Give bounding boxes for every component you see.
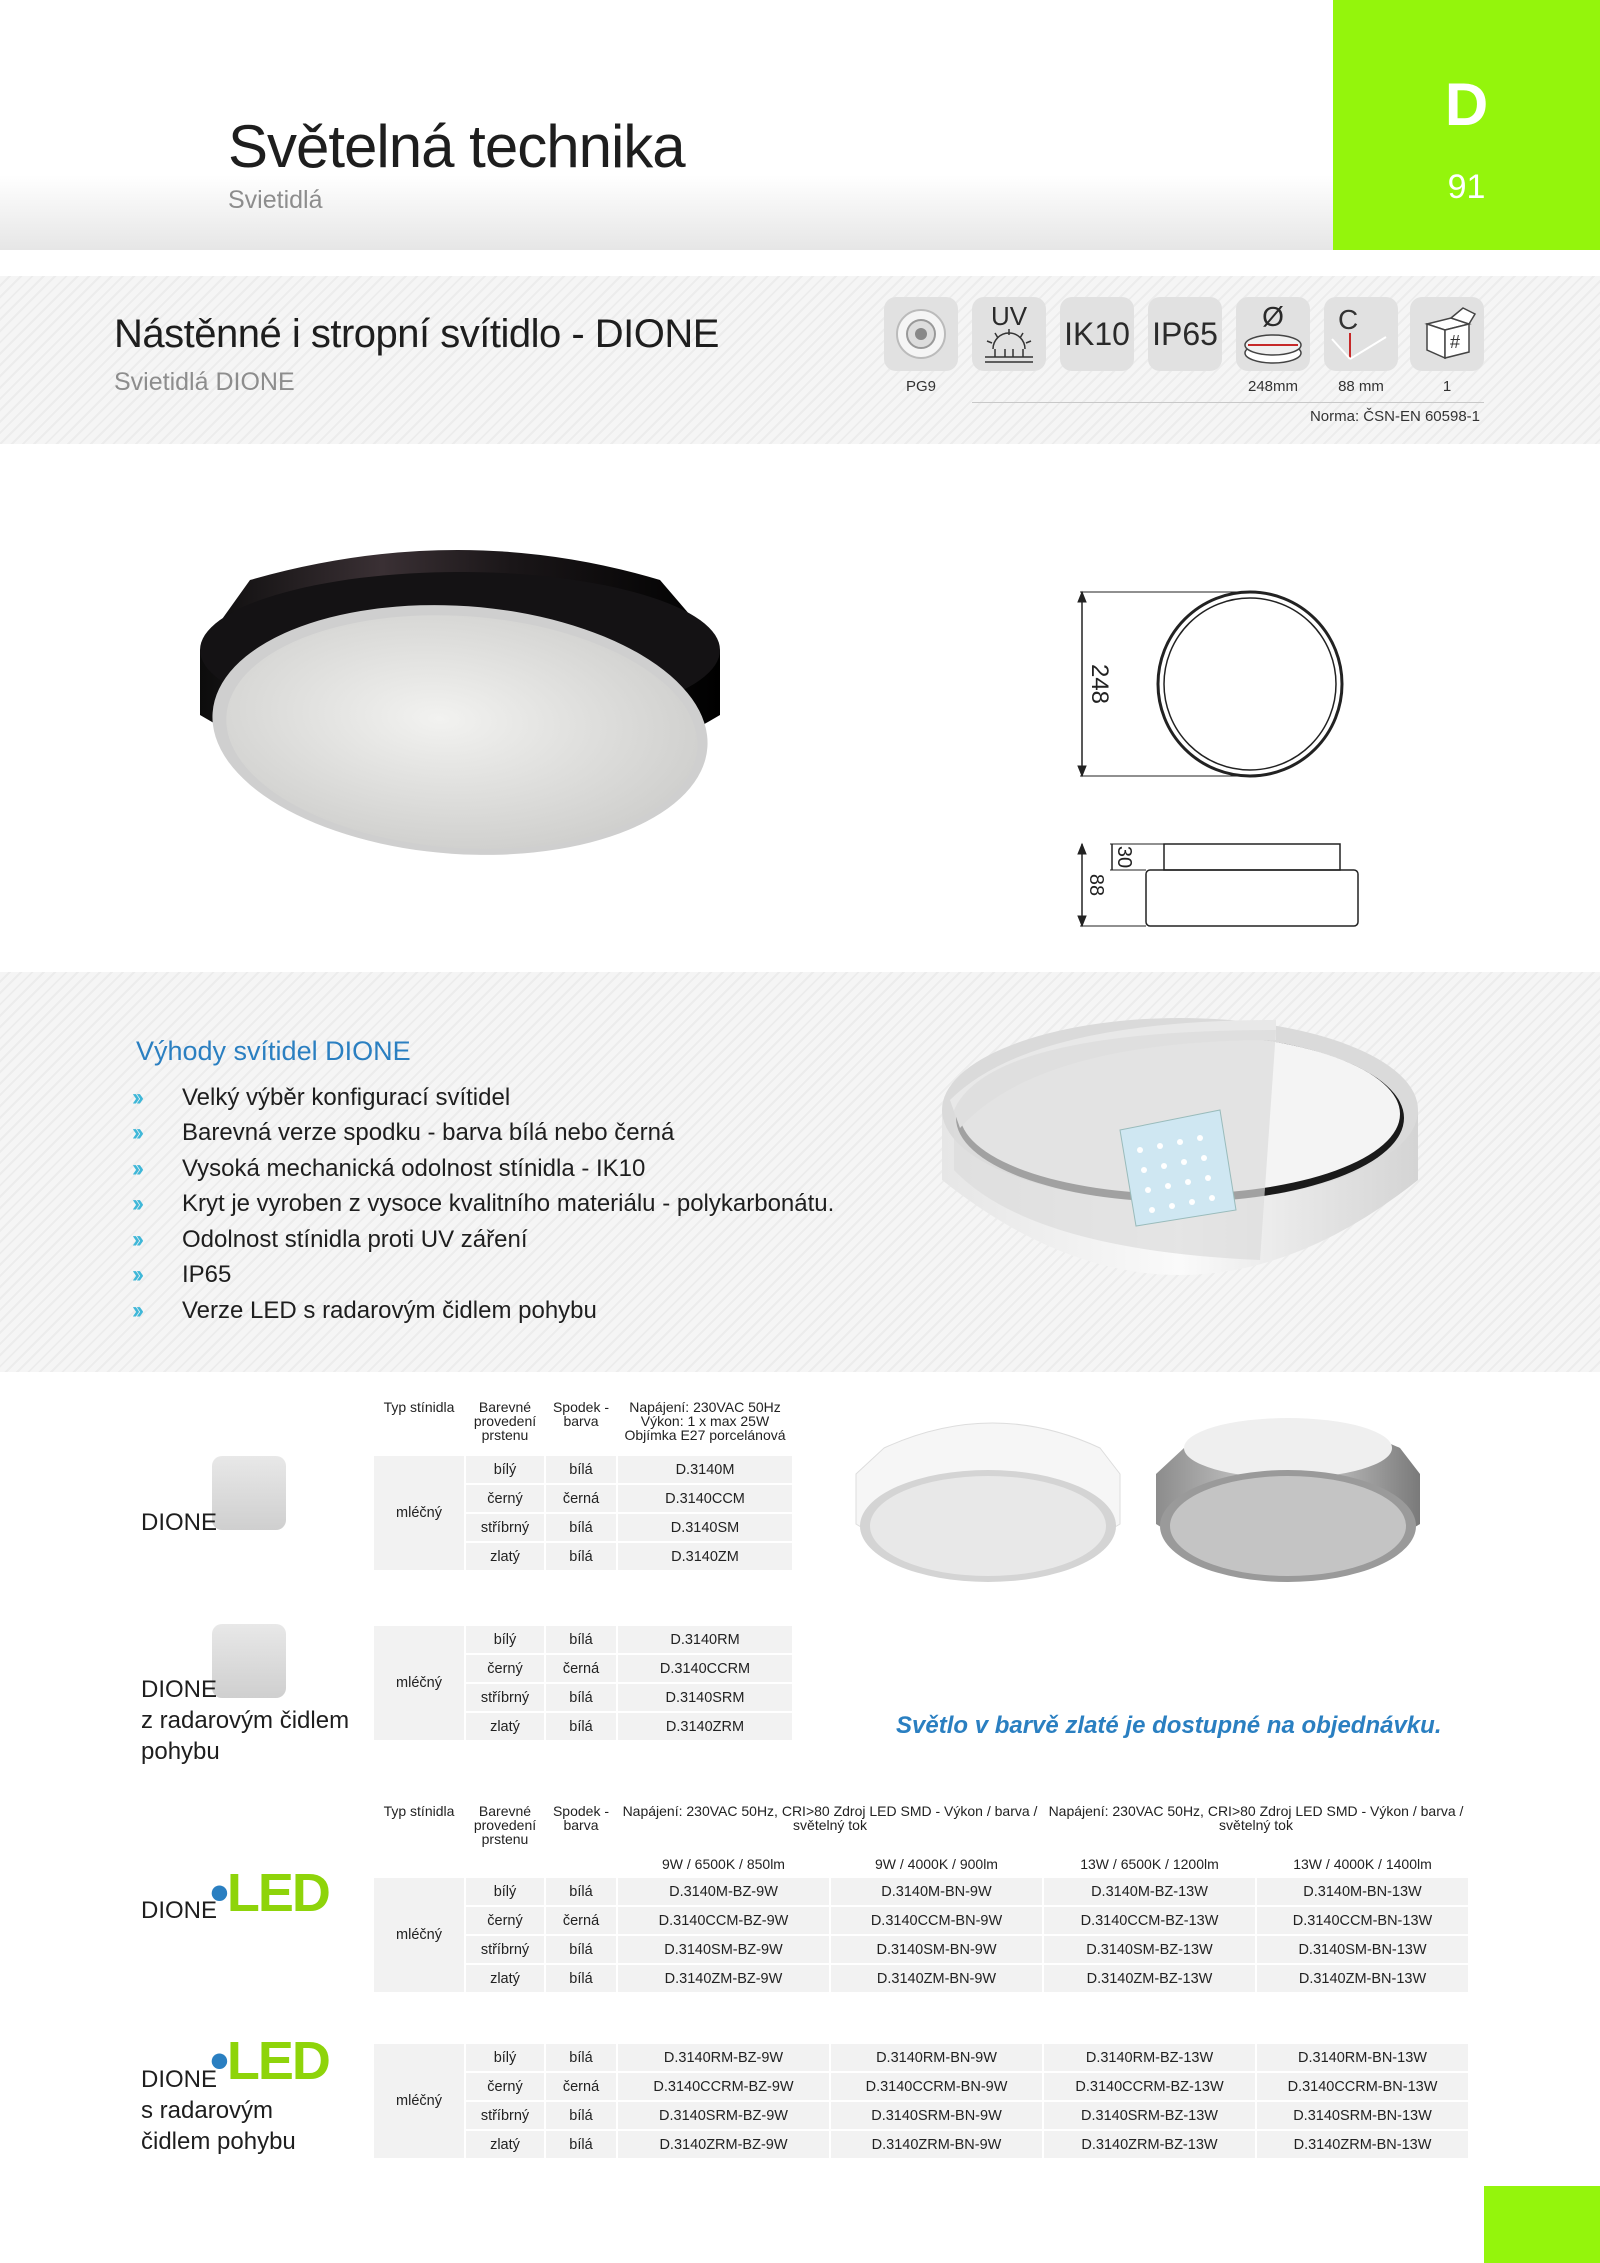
table-dione-led: Typ stínidla Barevné provedení prstenu Spodek - barva Napájení: 230VAC 50Hz, CRI>80 Zdroj LED SMD - Výkon / barva / světelný tok Napájení: 230VAC 50Hz, CRI>80 Zdroj LED SMD - Výkon / barva / světelný tok 9W / 6500K / 850lm 9W / 4000K / 900lm 13W / 6500K / 1200lm 13W / 4000K / 1400lm mléčný bílý bílá D.3140M-BZ-9W D.3140M-BN-9W D.3140M-BZ-13W D.3140M-BN-13W černý černá D.3140CCM-BZ-9W D.3140CCM-BN-9W D.3140CCM-BZ-13W D.3140CCM-BN-13W stříbrný bílá D.3140SM-BZ-9W D.3140SM-BN-9W D.3140SM-BZ-13W D.3140SM-BN-13W zlatý bílá D.3140ZM-BZ-9W D.3140ZM-BN-9W D.3140ZM-BZ-13W D.3140ZM-BN-13W	[372, 1800, 1470, 1994]
list-item: ›› Kryt je vyroben z vysoce kvalitního materiálu - polykarbonátu.	[132, 1190, 835, 1218]
list-item: ›› IP65	[132, 1261, 232, 1289]
led-logo: •LED	[210, 2031, 329, 2091]
product-title: Nástěnné i stropní svítidlo - DIONE	[114, 312, 719, 356]
ip65-icon: IP65	[1148, 297, 1222, 371]
chevron-icon: ››	[132, 1190, 140, 1218]
page-number: 91	[1447, 168, 1486, 206]
table-row: zlatý bílá D.3140ZRM	[374, 1713, 792, 1740]
uv-resistant-icon: UV	[972, 297, 1046, 371]
svg-text:248: 248	[1086, 663, 1113, 705]
product-photo-black	[160, 540, 760, 900]
table-row: stříbrný bílá D.3140SM-BZ-9W D.3140SM-BN-9W D.3140SM-BZ-13W D.3140SM-BN-13W	[374, 1936, 1468, 1963]
diameter-label: 248mm	[1247, 378, 1299, 395]
svg-text:C: C	[1338, 304, 1359, 335]
group-name-dione: DIONE	[141, 1509, 218, 1536]
svg-text:88: 88	[1085, 873, 1107, 897]
product-photo-variants	[848, 1408, 1448, 1588]
table-row: stříbrný bílá D.3140SRM	[374, 1684, 792, 1711]
e27-bulb-icon	[212, 1456, 286, 1530]
page-subtitle: Svietidlá	[228, 186, 323, 214]
chevron-icon: ››	[132, 1154, 140, 1182]
table-dione-e27: Typ stínidla Barevné provedení prstenu Spodek - barva Napájení: 230VAC 50Hz Výkon: 1 x max 25W Objímka E27 porcelánová mléčný bílý bílá D.3140M černý černá D.3140CCM stříbrný bílá D.3140SM zlatý bílá D.3140ZM	[372, 1396, 794, 1572]
table-row: černý černá D.3140CCRM	[374, 1655, 792, 1682]
table-row: černý černá D.3140CCM-BZ-9W D.3140CCM-BN-9W D.3140CCM-BZ-13W D.3140CCM-BN-13W	[374, 1907, 1468, 1934]
gold-availability-note: Světlo v barvě zlaté je dostupné na objednávku.	[896, 1712, 1442, 1739]
page-title: Světelná technika	[228, 113, 685, 180]
table-row: černý černá D.3140CCRM-BZ-9W D.3140CCRM-BN-9W D.3140CCRM-BZ-13W D.3140CCRM-BN-13W	[374, 2073, 1468, 2100]
table-dione-led-radar	[372, 2042, 1470, 2160]
table-dione-radar	[372, 1624, 794, 1742]
led-logo: •LED	[210, 1863, 329, 1923]
table-row: mléčný bílý bílá D.3140RM-BZ-9W D.3140RM-BN-9W D.3140RM-BZ-13W D.3140RM-BN-13W	[374, 2044, 1468, 2071]
pg9-label: PG9	[905, 378, 936, 395]
section-letter: D	[1444, 71, 1489, 138]
table-row: černý černá D.3140CCM	[374, 1485, 792, 1512]
list-item: ›› Verze LED s radarovým čidlem pohybu	[132, 1296, 597, 1324]
product-photo-open-led	[930, 1010, 1430, 1340]
height-label: 88 mm	[1338, 378, 1384, 395]
table-row: stříbrný bílá D.3140SRM-BZ-9W D.3140SRM-BN-9W D.3140SRM-BZ-13W D.3140SRM-BN-13W	[374, 2102, 1468, 2129]
group-name-dione-radar: DIONE z radarovým čidlem pohybu	[141, 1676, 350, 1765]
product-subtitle: Svietidlá DIONE	[114, 368, 295, 396]
list-item: ›› Odolnost stínidla proti UV záření	[132, 1225, 528, 1253]
norma-text: Norma: ČSN-EN 60598-1	[1309, 408, 1480, 425]
package-icon	[1410, 297, 1484, 371]
height-icon	[1324, 297, 1398, 371]
chevron-icon: ››	[132, 1083, 140, 1111]
table-row: mléčný bílý bílá D.3140M-BZ-9W D.3140M-BN-9W D.3140M-BZ-13W D.3140M-BN-13W	[374, 1878, 1468, 1905]
package-label: 1	[1442, 378, 1452, 395]
chevron-icon: ››	[132, 1261, 140, 1289]
corner-green-mark	[1484, 2186, 1600, 2263]
ik10-icon: IK10	[1060, 297, 1134, 371]
list-item: ›› Vysoká mechanická odolnost stínidla - IK10	[132, 1154, 646, 1182]
table-row: zlatý bílá D.3140ZRM-BZ-9W D.3140ZRM-BN-9W D.3140ZRM-BZ-13W D.3140ZRM-BN-13W	[374, 2131, 1468, 2158]
chevron-icon: ››	[132, 1296, 140, 1324]
table-row: mléčný bílý bílá D.3140M	[374, 1456, 792, 1483]
svg-text:30: 30	[1113, 845, 1135, 869]
group-name-dione-led: DIONE	[141, 1897, 218, 1924]
table-row: stříbrný bílá D.3140SM	[374, 1514, 792, 1541]
pg9-gland-icon	[884, 297, 958, 371]
dimension-drawing	[1060, 560, 1360, 940]
chevron-icon: ››	[132, 1225, 140, 1253]
diameter-icon: Ø	[1236, 297, 1310, 371]
list-item: ›› Velký výběr konfigurací svítidel	[132, 1083, 511, 1111]
group-name-dione-led-radar: DIONE s radarovým čidlem pohybu	[141, 2066, 296, 2155]
advantages-title: Výhody svítidel DIONE	[136, 1036, 411, 1066]
chevron-icon: ››	[132, 1119, 140, 1147]
advantages-list	[132, 1080, 834, 1329]
list-item: ›› Barevná verze spodku - barva bílá nebo černá	[132, 1119, 675, 1147]
table-row: zlatý bílá D.3140ZM-BZ-9W D.3140ZM-BN-9W D.3140ZM-BZ-13W D.3140ZM-BN-13W	[374, 1965, 1468, 1992]
spec-divider	[972, 402, 1484, 403]
table-row: mléčný bílý bílá D.3140RM	[374, 1626, 792, 1653]
svg-text:#: #	[1450, 332, 1461, 352]
table-row: zlatý bílá D.3140ZM	[374, 1543, 792, 1570]
